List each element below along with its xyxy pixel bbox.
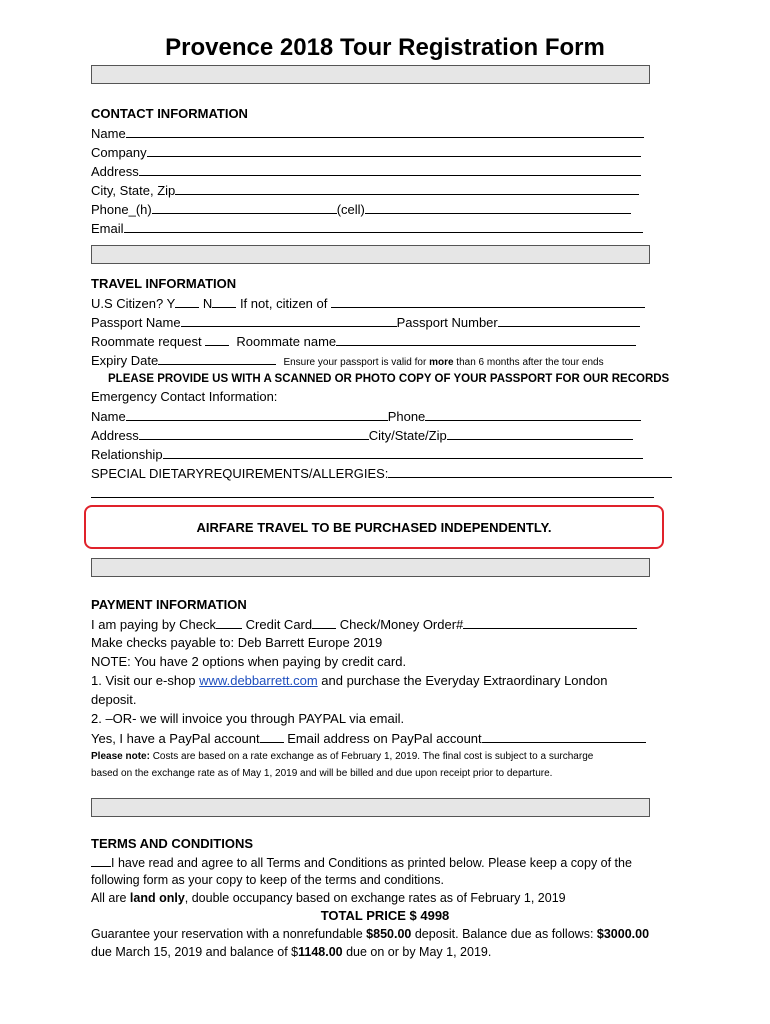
emergency-name-field[interactable]	[91, 407, 641, 426]
phone-h-label: Phone_(h)	[91, 202, 152, 217]
emergency-address-field[interactable]	[91, 426, 633, 445]
cell-blank[interactable]	[365, 200, 631, 214]
expiry-blank[interactable]	[158, 351, 276, 365]
e-address-blank[interactable]	[139, 426, 369, 440]
roommate-request-blank[interactable]	[205, 332, 229, 346]
citizen-label-b: N	[202, 296, 213, 311]
dietary-field[interactable]	[91, 464, 672, 483]
contact-header: CONTACT INFORMATION	[91, 106, 248, 121]
roommate-request-label: Roommate request	[91, 334, 202, 349]
expiry-note: Ensure your passport is valid for more than 6 months after the tour ends	[283, 357, 604, 368]
paypal-field[interactable]	[91, 729, 646, 748]
land-only-text: All are land only, double occupancy based on exchange rates as of February 1, 2019	[91, 891, 566, 905]
agree-field[interactable]	[91, 853, 632, 872]
name-blank[interactable]	[126, 124, 644, 138]
paypal-yes-blank[interactable]	[260, 729, 284, 743]
due-text: due March 15, 2019 and balance of $1148.00 due on or by May 1, 2019.	[91, 945, 492, 959]
cell-label: (cell)	[336, 202, 365, 217]
expiry-field[interactable]	[91, 351, 604, 372]
passport-number-blank[interactable]	[498, 313, 640, 327]
e-name-blank[interactable]	[126, 407, 388, 421]
citizen-y-blank[interactable]	[175, 294, 199, 308]
section-bar	[91, 65, 650, 84]
citizen-label-c: If not, citizen of	[239, 296, 328, 311]
email-field[interactable]	[91, 219, 643, 238]
passport-number-label: Passport Number	[396, 315, 498, 330]
agree-blank[interactable]	[91, 853, 111, 867]
dietary-blank-line2[interactable]	[91, 497, 654, 498]
expiry-label: Expiry Date	[91, 353, 159, 368]
section-bar	[91, 245, 650, 264]
phone-h-blank[interactable]	[152, 200, 337, 214]
section-bar	[91, 558, 650, 577]
company-label: Company	[91, 145, 147, 160]
option-1-cont: deposit.	[91, 692, 137, 707]
paying-label-b: Credit Card	[245, 617, 313, 632]
address-blank[interactable]	[139, 162, 641, 176]
total-price: TOTAL PRICE $ 4998	[320, 908, 450, 923]
paypal-label-b: Email address on PayPal account	[287, 731, 482, 746]
roommate-name-blank[interactable]	[336, 332, 636, 346]
option-2: 2. –OR- we will invoice you through PAYPAL via email.	[91, 711, 405, 726]
airfare-notice: AIRFARE TRAVEL TO BE PURCHASED INDEPENDENTLY.	[84, 505, 664, 549]
section-bar	[91, 798, 650, 817]
relationship-blank[interactable]	[163, 445, 643, 459]
paying-label-a: I am paying by Check	[91, 617, 217, 632]
check-number-blank[interactable]	[463, 615, 637, 629]
address-field[interactable]	[91, 162, 641, 181]
eshop-link[interactable]: www.debbarrett.com	[199, 673, 318, 688]
agree-text-cont: following form as your copy to keep of the terms and conditions.	[91, 873, 444, 887]
city-label: City, State, Zip	[91, 183, 176, 198]
agree-text: I have read and agree to all Terms and Conditions as printed below. Please keep a copy of the	[111, 856, 632, 870]
passport-field[interactable]	[91, 313, 640, 332]
paying-by-field[interactable]	[91, 615, 637, 634]
option-1: 1. Visit our e-shop www.debbarrett.com and purchase the Everyday Extraordinary London	[91, 673, 608, 688]
email-blank[interactable]	[124, 219, 643, 233]
company-blank[interactable]	[147, 143, 641, 157]
citizen-label-a: U.S Citizen? Y	[91, 296, 176, 311]
terms-header: TERMS AND CONDITIONS	[91, 836, 254, 851]
exchange-note-cont: based on the exchange rate as of May 1, 2019 and will be billed and due upon receipt prior to departure.	[91, 768, 553, 779]
options-note: NOTE: You have 2 options when paying by credit card.	[91, 654, 407, 669]
name-label: Name	[91, 126, 126, 141]
passport-name-label: Passport Name	[91, 315, 181, 330]
paypal-email-blank[interactable]	[482, 729, 646, 743]
guarantee-text: Guarantee your reservation with a nonrefundable $850.00 deposit. Balance due as follows: $3000.00	[91, 927, 650, 941]
phone-field[interactable]	[91, 200, 631, 219]
e-name-label: Name	[91, 409, 126, 424]
passport-copy-notice: PLEASE PROVIDE US WITH A SCANNED OR PHOTO COPY OF YOUR PASSPORT FOR OUR RECORDS	[108, 373, 670, 385]
paypal-label-a: Yes, I have a PayPal account	[91, 731, 260, 746]
name-field[interactable]	[91, 124, 644, 143]
travel-header: TRAVEL INFORMATION	[91, 276, 237, 291]
roommate-field[interactable]	[91, 332, 636, 351]
dietary-blank[interactable]	[388, 464, 672, 478]
passport-name-blank[interactable]	[181, 313, 397, 327]
citizen-of-blank[interactable]	[331, 294, 645, 308]
citizen-n-blank[interactable]	[212, 294, 236, 308]
e-phone-label: Phone	[387, 409, 426, 424]
citizen-field[interactable]	[91, 294, 645, 313]
emergency-header: Emergency Contact Information:	[91, 389, 278, 404]
address-label: Address	[91, 164, 139, 179]
e-city-blank[interactable]	[447, 426, 633, 440]
company-field[interactable]	[91, 143, 641, 162]
payable-text: Make checks payable to: Deb Barrett Europe 2019	[91, 635, 383, 650]
form-title: Provence 2018 Tour Registration Form	[165, 34, 605, 61]
e-address-label: Address	[91, 428, 139, 443]
exchange-note: Please note: Costs are based on a rate exchange as of February 1, 2019. The final cost is subject to a surcharge	[91, 751, 594, 762]
e-phone-blank[interactable]	[425, 407, 641, 421]
payment-header: PAYMENT INFORMATION	[91, 597, 247, 612]
check-blank[interactable]	[216, 615, 242, 629]
email-label: Email	[91, 221, 124, 236]
credit-blank[interactable]	[312, 615, 336, 629]
roommate-name-label: Roommate name	[236, 334, 337, 349]
dietary-label: SPECIAL DIETARYREQUIREMENTS/ALLERGIES:	[91, 466, 389, 481]
e-city-label: City/State/Zip	[368, 428, 447, 443]
city-field[interactable]	[91, 181, 639, 200]
city-blank[interactable]	[175, 181, 639, 195]
relationship-label: Relationship	[91, 447, 163, 462]
paying-label-c: Check/Money Order#	[339, 617, 464, 632]
relationship-field[interactable]	[91, 445, 643, 464]
